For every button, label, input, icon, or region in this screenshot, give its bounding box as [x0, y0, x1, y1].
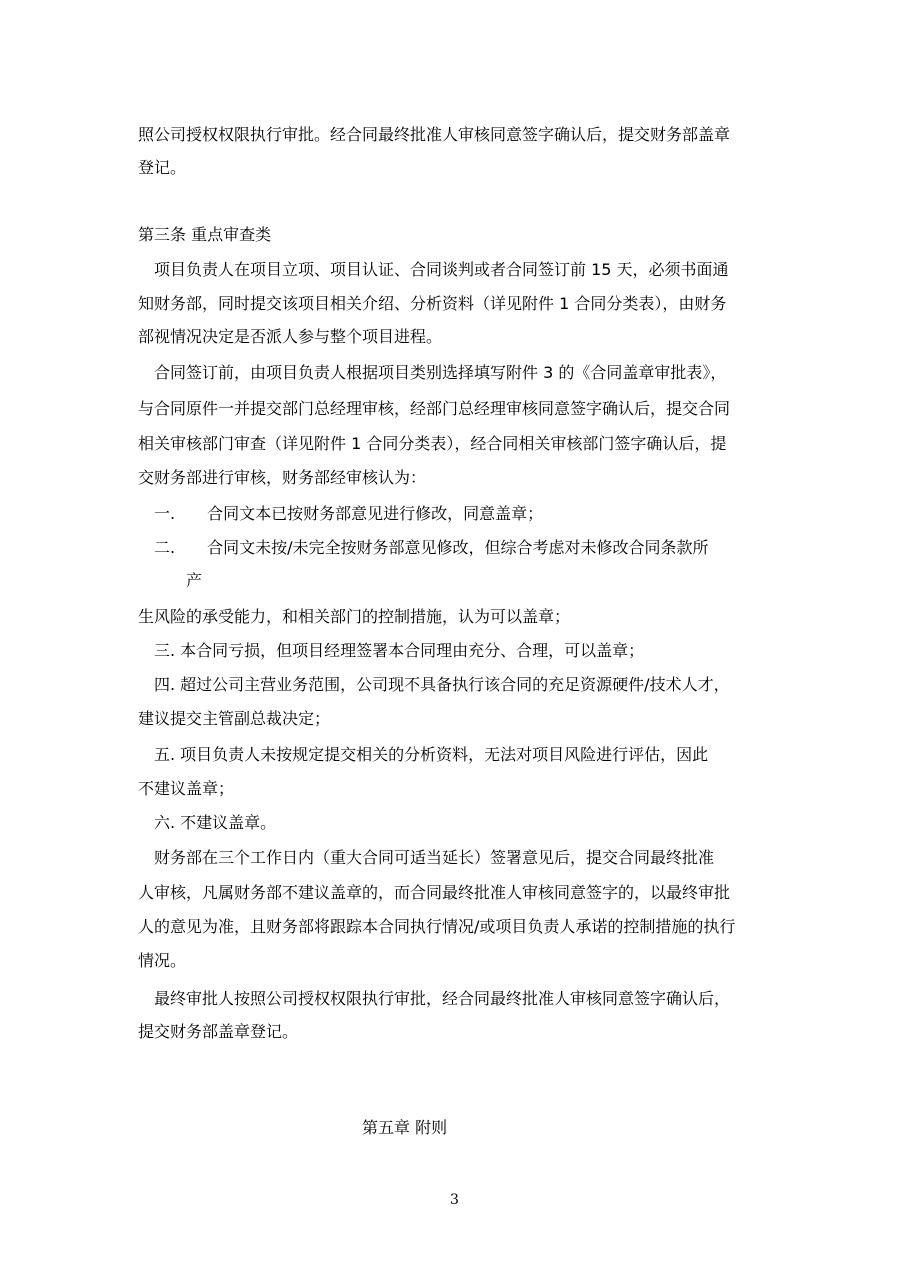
- list-item: 产: [138, 571, 203, 590]
- paragraph-line: 建议提交主管副总裁决定；: [138, 709, 331, 728]
- paragraph-line: 情况。: [138, 951, 187, 970]
- paragraph-line: 登记。: [138, 158, 187, 177]
- list-item: 五. 项目负责人未按规定提交相关的分析资料，无法对项目风险进行评估，因此: [138, 745, 709, 764]
- list-item: 一. 合同文本已按财务部意见进行修改，同意盖章；: [138, 504, 544, 523]
- paragraph-line: 照公司授权权限执行审批。经合同最终批准人审核同意签字确认后，提交财务部盖章: [138, 125, 731, 144]
- paragraph-line: 提交财务部盖章登记。: [138, 1022, 299, 1041]
- paragraph-line: 合同签订前，由项目负责人根据项目类别选择填写附件 3 的《合同盖章审批表》，: [138, 363, 727, 382]
- section-heading: 第三条 重点审查类: [138, 225, 272, 244]
- paragraph-line: 与合同原件一并提交部门总经理审核，经部门总经理审核同意签字确认后，提交合同: [138, 399, 731, 418]
- list-item: 六. 不建议盖章。: [138, 813, 277, 832]
- page-number: 3: [450, 1192, 459, 1208]
- chapter-heading: 第五章 附则: [362, 1118, 448, 1137]
- list-item: 三. 本合同亏损，但项目经理签署本合同理由充分、合理，可以盖章；: [138, 641, 645, 660]
- paragraph-line: 生风险的承受能力，和相关部门的控制措施，认为可以盖章；: [138, 607, 571, 626]
- list-item: 四. 超过公司主营业务范围，公司现不具备执行该合同的充足资源硬件/技术人才，: [138, 675, 730, 694]
- paragraph-line: 人审核，凡属财务部不建议盖章的，而合同最终批准人审核同意签字的，以最终审批: [138, 883, 731, 902]
- paragraph-line: 相关审核部门审查（详见附件 1 合同分类表），经合同相关审核部门签字确认后，提: [138, 434, 727, 453]
- paragraph-line: 知财务部，同时提交该项目相关介绍、分析资料（详见附件 1 合同分类表），由财务: [138, 294, 727, 313]
- paragraph-line: 财务部在三个工作日内（重大合同可适当延长）签署意见后，提交合同最终批准: [138, 848, 715, 867]
- paragraph-line: 部视情况决定是否派人参与整个项目进程。: [138, 327, 443, 346]
- list-item: 二. 合同文未按/未完全按财务部意见修改，但综合考虑对未修改合同条款所: [138, 538, 709, 557]
- paragraph-line: 不建议盖章；: [138, 779, 235, 798]
- paragraph-line: 最终审批人按照公司授权权限执行审批，经合同最终批准人审核同意签字确认后，: [138, 989, 731, 1008]
- paragraph-line: 交财务部进行审核，财务部经审核认为：: [138, 468, 427, 487]
- paragraph-line: 项目负责人在项目立项、项目认证、合同谈判或者合同签订前 15 天，必须书面通: [138, 260, 729, 279]
- paragraph-line: 人的意见为准，且财务部将跟踪本合同执行情况/或项目负责人承诺的控制措施的执行: [138, 917, 736, 936]
